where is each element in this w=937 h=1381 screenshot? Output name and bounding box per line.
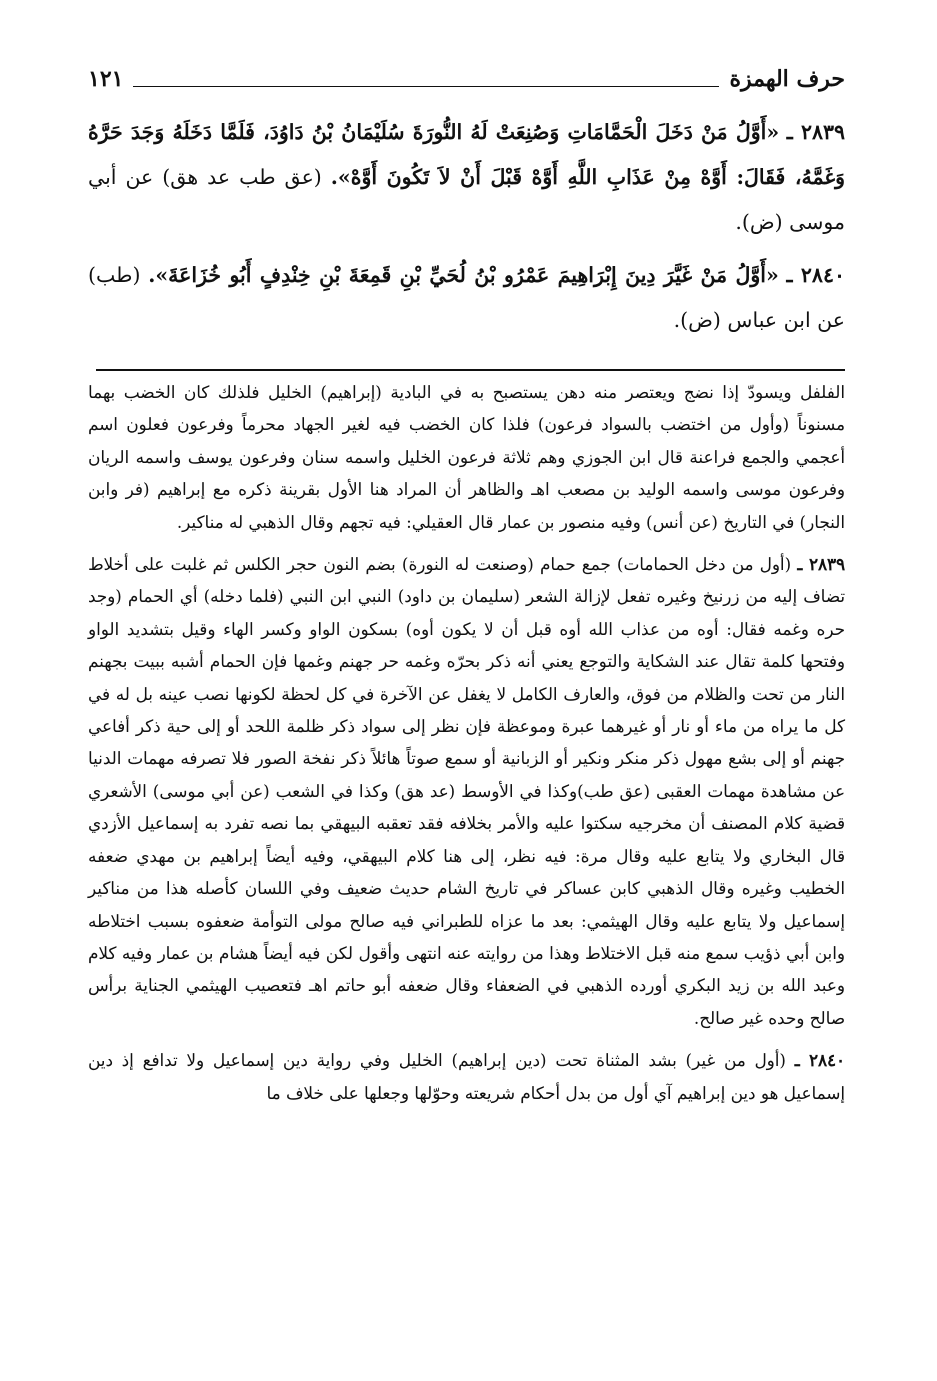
hadith-entry	[88, 253, 845, 343]
page-number: ١٢١	[88, 66, 124, 92]
hadith-section	[88, 110, 845, 351]
header-rule	[133, 86, 719, 87]
commentary-number: ٢٨٤٠ ـ	[794, 1050, 845, 1071]
commentary-paragraph	[88, 376, 845, 538]
running-header	[88, 60, 845, 94]
hadith-source: (عق طب عد هق) عن أبي موسى (ض).	[88, 165, 845, 234]
commentary-number: ٢٨٣٩ ـ	[797, 554, 846, 575]
hadith-text: «أَوَّلُ مَنْ دَخَلَ الْحَمَّامَاتِ وَصُنِعَتْ لَهُ النُّورَةَ سُلَيْمَانُ بْنُ دَاوُدَ، فَلَمَّا دَخَلَهُ وَجَدَ حَرَّهُ وَغَمَّهُ، فَقَالَ: أَوَّهْ مِنْ عَذَابِ اللَّهِ أَوَّهْ قَبْلَ أَنْ لاَ تَكُونَ أَوَّهْ».	[88, 120, 845, 189]
section-divider	[96, 369, 845, 371]
hadith-entry	[88, 110, 845, 245]
commentary-paragraph	[88, 1044, 845, 1109]
hadith-number: ٢٨٣٩ ـ	[786, 120, 845, 144]
commentary-section	[88, 376, 845, 1119]
chapter-title: حرف الهمزة	[729, 66, 845, 92]
commentary-text: (أول من غير) بشد المثناة تحت (دين إبراهيم) الخليل وفي رواية دين إسماعيل ولا تدافع إذ دين إسماعيل هو دين إبراهيم آي أول من بدل أحكام شريعته وحوّلها وجعلها على خلاف ما	[88, 1050, 845, 1103]
hadith-text: «أَوَّلُ مَنْ غَيَّرَ دِينَ إِبْرَاهِيمَ عَمْرُو بْنُ لُحَيِّ بْنِ قَمِعَةَ بْنِ خِنْدِفٍ أَبُو خُزَاعَةَ».	[148, 263, 779, 287]
commentary-text: (أول من دخل الحمامات) جمع حمام (وصنعت له النورة) بضم النون حجر الكلس ثم غلبت على أخلاط تضاف إليه من زرنيخ وغيره تفعل لإزالة الشعر (سليمان بن داود) النبي ابن النبي (فلما دخله) أي الحمام (وجد حره وغمه فقال: أوه من عذاب الله أوه قبل أن لا يكون أوه) بسكون الواو وكسر الهاء وقيل بتشديد الواو وفتحها كلمة تقال عند الشكاية والتوجع يعني أنه ذكر بحرّه وغمه حر جهنم وغمها فإن الحمام أشبه ببيت بجهنم النار من تحت والظلام من فوق، والعارف الكامل لا يغفل عن الآخرة في كل لحظة لكونها نصب عينه بل له في كل ما يراه من ماء أو نار أو غيرهما عبرة وموعظة فإن نظر إلى سواد ذكر ظلمة اللحد أو إلى حية ذكر أفاعي جهنم أو إلى بشع مهول ذكر منكر ونكير أو الزبانية أو سمع صوتاً هائلاً ذكر نفخة الصور فلا تصرفه مهمات الدنيا عن مشاهدة مهمات العقبى (عق طب)وكذا في الأوسط (عد هق) وكذا في الشعب (عن أبي موسى) الأشعري قضية كلام المصنف أن مخرجيه سكتوا عليه والأمر بخلافه فقد تعقبه البيهقي بما نصه تفرد به إسماعيل الأزدي قال البخاري ولا يتابع عليه وقال مرة: فيه نظر، إلى هنا كلام البيهقي، وفيه أيضاً إبراهيم بن مهدي ضعفه الخطيب وغيره وقال الذهبي كابن عساكر في تاريخ الشام حديث ضعيف وفي اللسان كأصله هذا من مناكير إسماعيل ولا يتابع عليه وقال الهيثمي: بعد ما عزاه للطبراني فيه صالح مولى التوأمة ضعفوه بسبب اختلاطه وابن أبي ذؤيب سمع منه قبل الاختلاط وهذا من روايته عنه انتهى وأقول لكن فيه أيضاً هشام بن عمار وفيه كلام وعبد الله بن زيد البكري أورده الذهبي في الضعفاء وقال ضعفه أبو حاتم اهـ فتعصيب الهيثمي الجناية برأس صالح وحده غير صالح.	[88, 554, 845, 1028]
commentary-paragraph	[88, 548, 845, 1034]
hadith-number: ٢٨٤٠ ـ	[786, 263, 845, 287]
commentary-text: الفلفل ويسودّ إذا نضج ويعتصر منه دهن يستصبح به في البادية (إبراهيم) الخليل فلذلك كان الخضب بهما مسنوناً (وأول من اختضب بالسواد فرعون) فلذا كان الخضب فيه لغير الجهاد محرماً وفرعون فعلون اسم أعجمي والجمع فراعنة قال ابن الجوزي وهم ثلاثة فرعون الخليل واسمه سنان وفرعون يوسف واسمه الريان وفرعون موسى واسمه الوليد بن مصعب اهـ والظاهر أن المراد هنا الأول بقرينة ذكره مع إبراهيم (فر وابن النجار) في التاريخ (عن أنس) وفيه منصور بن عمار قال العقيلي: فيه تجهم وقال الذهبي له مناكير.	[88, 382, 845, 532]
hadith-source: (طب) عن ابن عباس (ض).	[88, 263, 845, 332]
